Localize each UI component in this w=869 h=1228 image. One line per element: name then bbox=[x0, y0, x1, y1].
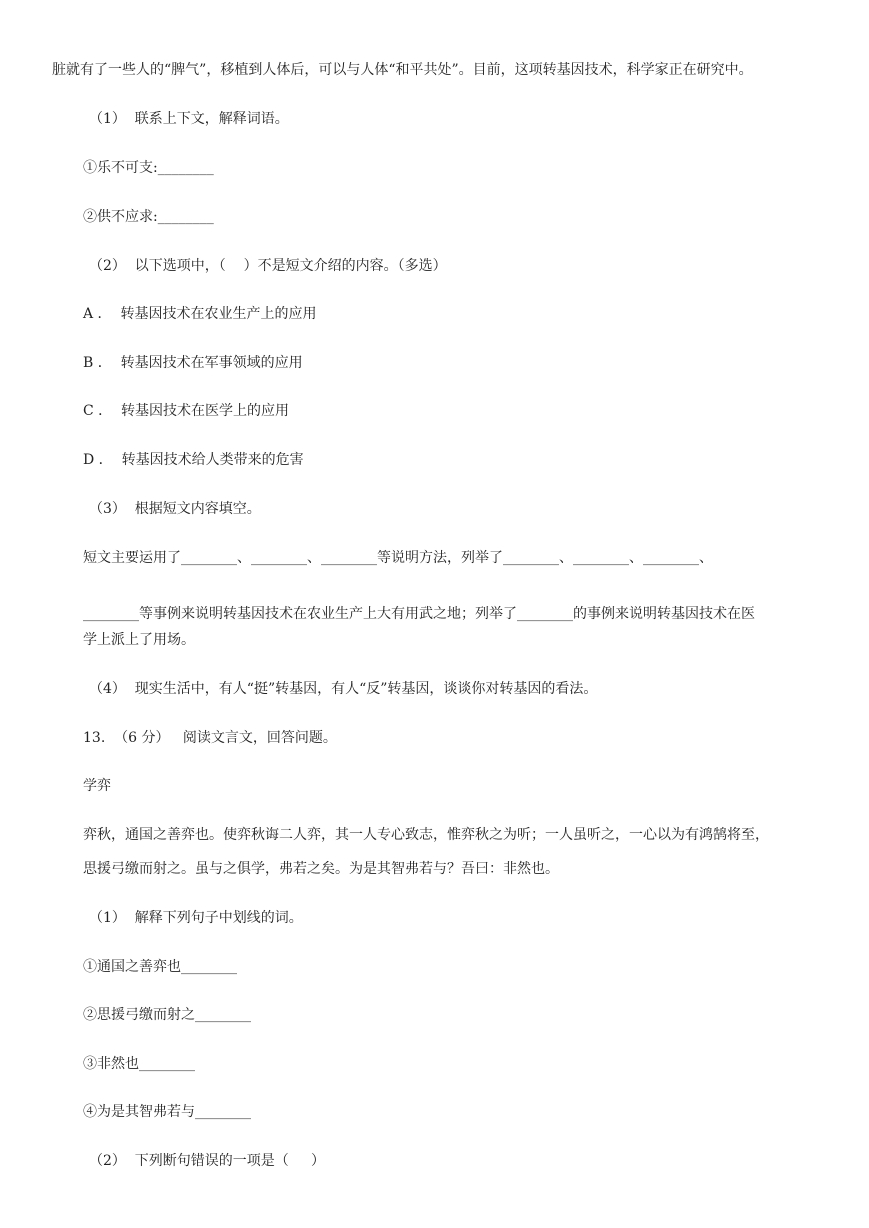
sub-question-1-item-d: ④为是其智弗若与________ bbox=[83, 1104, 251, 1120]
option-c: C ． 转基因技术在医学上的应用 bbox=[83, 403, 290, 419]
question-1-item-b: ②供不应求:________ bbox=[83, 209, 214, 225]
option-d: D ． 转基因技术给人类带来的危害 bbox=[83, 452, 304, 468]
passage-line: 脏就有了一些人的“脾气”，移植到人体后，可以与人体“和平共处”。目前，这项转基因技术，科学家正在研究中。 bbox=[52, 62, 753, 78]
classical-text-line-1: 弈秋，通国之善弈也。使弈秋诲二人弈，其一人专心致志，惟弈秋之为听；一人虽听之，一心以为有鸿鹄将至， bbox=[83, 827, 769, 843]
question-3-line-2: ________等事例来说明转基因技术在农业生产上大有用武之地；列举了________的事例来说明转基因技术在医 bbox=[83, 606, 755, 622]
sub-question-1-title: （1） 解释下列句子中划线的词。 bbox=[89, 910, 303, 926]
question-3-line-1: 短文主要运用了________、________、________等说明方法，列举了________、________、________、 bbox=[83, 550, 713, 566]
question-2-title: （2） 以下选项中，（ ）不是短文介绍的内容。（多选） bbox=[89, 258, 447, 274]
classical-text-title: 学弈 bbox=[83, 778, 111, 794]
sub-question-1-item-a: ①通国之善弈也________ bbox=[83, 959, 237, 975]
sub-question-1-item-c: ③非然也________ bbox=[83, 1056, 195, 1072]
question-13-title: 13. （6 分） 阅读文言文，回答问题。 bbox=[83, 730, 337, 746]
question-4-title: （4） 现实生活中，有人“挺”转基因，有人“反”转基因，谈谈你对转基因的看法。 bbox=[89, 681, 598, 697]
sub-question-1-item-b: ②思援弓缴而射之________ bbox=[83, 1007, 251, 1023]
classical-text-line-2: 思援弓缴而射之。虽与之俱学，弗若之矣。为是其智弗若与？吾曰：非然也。 bbox=[83, 861, 559, 877]
question-1-title: （1） 联系上下文，解释词语。 bbox=[89, 111, 289, 127]
option-b: B ． 转基因技术在军事领域的应用 bbox=[83, 355, 303, 371]
question-3-title: （3） 根据短文内容填空。 bbox=[89, 501, 261, 517]
sub-question-2-title: （2） 下列断句错误的一项是（ ） bbox=[89, 1153, 326, 1169]
option-a: A ． 转基因技术在农业生产上的应用 bbox=[83, 306, 317, 322]
question-1-item-a: ①乐不可支:________ bbox=[83, 160, 214, 176]
question-3-line-3: 学上派上了用场。 bbox=[83, 632, 195, 648]
